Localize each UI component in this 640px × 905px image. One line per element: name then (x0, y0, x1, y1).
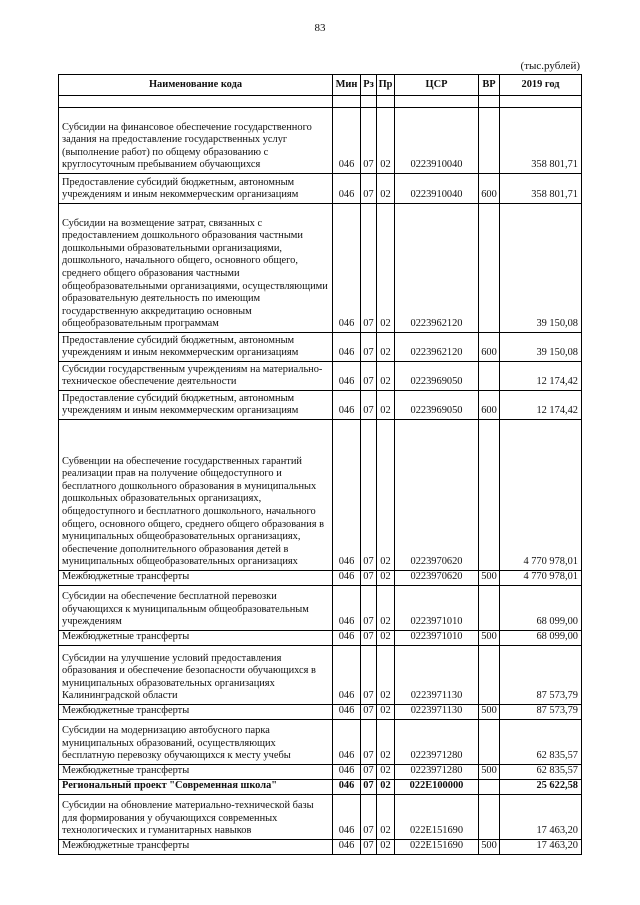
spacer-row (59, 96, 582, 108)
header-csr: ЦСР (395, 75, 479, 96)
table-row (59, 765, 582, 780)
cell-name: Субсидии на обеспечение бесплатной перевозки обучающихся к муниципальным общеобразовательным учреждениям (59, 586, 333, 631)
cell-vr: 600 (479, 333, 500, 362)
cell-rz: 07 (361, 204, 377, 333)
cell-name: Межбюджетные трансферты (59, 765, 333, 780)
cell-min: 046 (333, 362, 361, 391)
cell-rz: 07 (361, 333, 377, 362)
cell-amount: 87 573,79 (500, 705, 582, 720)
cell-csr: 0223970620 (395, 420, 479, 571)
cell-min: 046 (333, 586, 361, 631)
cell-vr (479, 780, 500, 795)
cell-pr: 02 (377, 631, 395, 646)
table-row (59, 586, 582, 631)
cell-vr: 600 (479, 391, 500, 420)
table-row (59, 780, 582, 795)
header-min: Мин (333, 75, 361, 96)
cell-amount: 25 622,58 (500, 780, 582, 795)
cell-csr: 0223962120 (395, 333, 479, 362)
header-pr: Пр (377, 75, 395, 96)
header-vr: ВР (479, 75, 500, 96)
table-row (59, 174, 582, 204)
cell-name: Межбюджетные трансферты (59, 571, 333, 586)
cell-csr: 0223962120 (395, 204, 479, 333)
cell-pr: 02 (377, 705, 395, 720)
cell-vr (479, 720, 500, 765)
cell-amount: 12 174,42 (500, 391, 582, 420)
page-number: 83 (314, 22, 326, 34)
cell-min: 046 (333, 391, 361, 420)
cell-amount: 39 150,08 (500, 204, 582, 333)
header-name: Наименование кода (59, 75, 333, 96)
cell-name: Субсидии на обновление материально-технической базы для формирования у обучающихся современных технологических и гуманитарных навыков (59, 795, 333, 840)
cell-rz: 07 (361, 780, 377, 795)
cell-name: Предоставление субсидий бюджетным, автономным учреждениям и иным некоммерческим организациям (59, 391, 333, 420)
cell-pr: 02 (377, 646, 395, 705)
cell-amount: 68 099,00 (500, 586, 582, 631)
cell-min: 046 (333, 174, 361, 204)
cell-csr: 022E151690 (395, 840, 479, 855)
cell-pr: 02 (377, 571, 395, 586)
cell-amount: 358 801,71 (500, 174, 582, 204)
cell-vr: 500 (479, 705, 500, 720)
cell-amount: 4 770 978,01 (500, 420, 582, 571)
cell-csr: 0223971010 (395, 586, 479, 631)
cell-name: Предоставление субсидий бюджетным, автономным учреждениям и иным некоммерческим организациям (59, 174, 333, 204)
cell-pr: 02 (377, 765, 395, 780)
table-row (59, 631, 582, 646)
cell-min: 046 (333, 108, 361, 174)
cell-vr (479, 646, 500, 705)
cell-rz: 07 (361, 720, 377, 765)
cell-csr: 0223969050 (395, 362, 479, 391)
table-row (59, 571, 582, 586)
cell-name: Региональный проект "Современная школа" (59, 780, 333, 795)
cell-pr: 02 (377, 333, 395, 362)
cell-vr (479, 586, 500, 631)
cell-name: Субвенции на обеспечение государственных гарантий реализации прав на получение общедоступного и бесплатного дошкольного образования в муниципальных дошкольных образовательных организациях, общедоступного и бесплатного дошкольного, начального общего, основного общего, среднего общего образования в муниципальных общеобразовательных организациях, обеспечение дополнительного образования детей в муниципальных общеобразовательных организациях (59, 420, 333, 571)
cell-pr: 02 (377, 586, 395, 631)
cell-rz: 07 (361, 631, 377, 646)
table-row (59, 108, 582, 174)
cell-rz: 07 (361, 108, 377, 174)
cell-csr: 0223969050 (395, 391, 479, 420)
cell-min: 046 (333, 795, 361, 840)
cell-name: Межбюджетные трансферты (59, 840, 333, 855)
cell-min: 046 (333, 204, 361, 333)
cell-vr: 500 (479, 631, 500, 646)
header-rz: Рз (361, 75, 377, 96)
cell-csr: 022E151690 (395, 795, 479, 840)
cell-min: 046 (333, 720, 361, 765)
cell-rz: 07 (361, 646, 377, 705)
table-body (59, 96, 582, 855)
cell-min: 046 (333, 631, 361, 646)
cell-name: Субсидии на улучшение условий предоставления образования и обеспечение безопасности обучающихся в муниципальных образовательных организациях Калининградской области (59, 646, 333, 705)
cell-amount: 17 463,20 (500, 795, 582, 840)
cell-csr: 0223910040 (395, 174, 479, 204)
table-row (59, 795, 582, 840)
cell-vr: 600 (479, 174, 500, 204)
cell-vr: 500 (479, 840, 500, 855)
cell-name: Субсидии на возмещение затрат, связанных с предоставлением дошкольного образования частными дошкольными образовательными организациями, дошкольного, начального общего, основного общего, среднего общего образования частными общеобразовательными организациями, осуществляющими образовательную деятельность по имеющим государственную аккредитацию основным общеобразовательным программам (59, 204, 333, 333)
cell-vr (479, 420, 500, 571)
table-row (59, 362, 582, 391)
cell-pr: 02 (377, 174, 395, 204)
cell-pr: 02 (377, 362, 395, 391)
cell-pr: 02 (377, 720, 395, 765)
cell-pr: 02 (377, 795, 395, 840)
cell-amount: 62 835,57 (500, 720, 582, 765)
cell-csr: 0223970620 (395, 571, 479, 586)
cell-name: Субсидии на финансовое обеспечение государственного задания на предоставление государственных услуг (выполнение работ) по общему образованию с круглосуточным пребыванием обучающихся (59, 108, 333, 174)
cell-amount: 4 770 978,01 (500, 571, 582, 586)
cell-rz: 07 (361, 840, 377, 855)
table-row (59, 391, 582, 420)
cell-vr (479, 362, 500, 391)
cell-csr: 0223910040 (395, 108, 479, 174)
cell-csr: 0223971130 (395, 705, 479, 720)
cell-name: Предоставление субсидий бюджетным, автономным учреждениям и иным некоммерческим организациям (59, 333, 333, 362)
cell-vr: 500 (479, 765, 500, 780)
cell-pr: 02 (377, 204, 395, 333)
table-row (59, 333, 582, 362)
cell-min: 046 (333, 780, 361, 795)
cell-amount: 62 835,57 (500, 765, 582, 780)
cell-rz: 07 (361, 362, 377, 391)
cell-rz: 07 (361, 391, 377, 420)
cell-name: Межбюджетные трансферты (59, 705, 333, 720)
cell-vr (479, 108, 500, 174)
cell-rz: 07 (361, 705, 377, 720)
cell-vr (479, 795, 500, 840)
cell-rz: 07 (361, 174, 377, 204)
cell-pr: 02 (377, 780, 395, 795)
cell-name: Межбюджетные трансферты (59, 631, 333, 646)
budget-table (58, 74, 582, 855)
table-row (59, 705, 582, 720)
cell-rz: 07 (361, 586, 377, 631)
table-row (59, 420, 582, 571)
header-row (59, 75, 582, 96)
cell-amount: 12 174,42 (500, 362, 582, 391)
cell-pr: 02 (377, 391, 395, 420)
table-row (59, 204, 582, 333)
header-amount: 2019 год (500, 75, 582, 96)
cell-pr: 02 (377, 840, 395, 855)
cell-csr: 0223971010 (395, 631, 479, 646)
cell-csr: 022E100000 (395, 780, 479, 795)
cell-amount: 68 099,00 (500, 631, 582, 646)
cell-min: 046 (333, 840, 361, 855)
units-label: (тыс.рублей) (520, 60, 580, 72)
table-row (59, 840, 582, 855)
cell-pr: 02 (377, 108, 395, 174)
cell-csr: 0223971280 (395, 765, 479, 780)
cell-amount: 39 150,08 (500, 333, 582, 362)
table-row (59, 720, 582, 765)
cell-name: Субсидии государственным учреждениям на материально-техническое обеспечение деятельности (59, 362, 333, 391)
cell-name: Субсидии на модернизацию автобусного парка муниципальных образований, осуществляющих бесплатную перевозку обучающихся к месту учебы (59, 720, 333, 765)
cell-vr: 500 (479, 571, 500, 586)
cell-rz: 07 (361, 795, 377, 840)
cell-min: 046 (333, 333, 361, 362)
cell-amount: 87 573,79 (500, 646, 582, 705)
cell-pr: 02 (377, 420, 395, 571)
table-row (59, 646, 582, 705)
cell-min: 046 (333, 646, 361, 705)
cell-rz: 07 (361, 571, 377, 586)
cell-amount: 17 463,20 (500, 840, 582, 855)
cell-min: 046 (333, 420, 361, 571)
cell-vr (479, 204, 500, 333)
cell-min: 046 (333, 571, 361, 586)
cell-min: 046 (333, 765, 361, 780)
cell-rz: 07 (361, 420, 377, 571)
cell-csr: 0223971130 (395, 646, 479, 705)
cell-min: 046 (333, 705, 361, 720)
cell-csr: 0223971280 (395, 720, 479, 765)
cell-rz: 07 (361, 765, 377, 780)
cell-amount: 358 801,71 (500, 108, 582, 174)
